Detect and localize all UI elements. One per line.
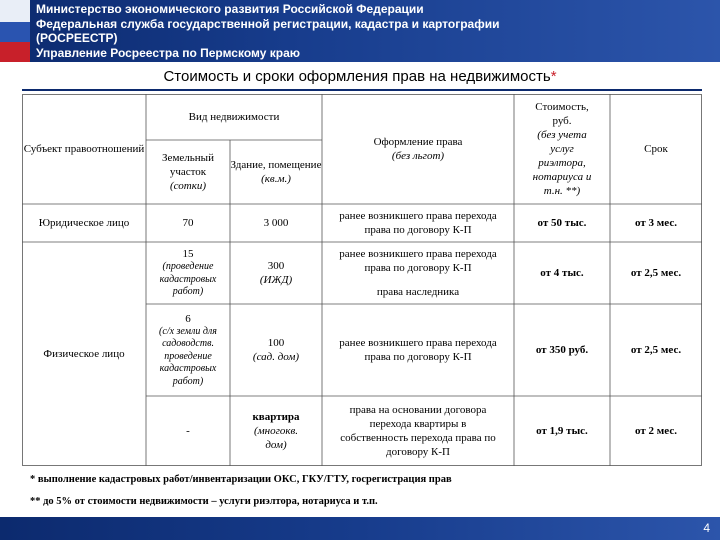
inheritance-note: права наследника bbox=[376, 286, 460, 298]
phys3-building-cell: квартира (многокв. дом) bbox=[252, 411, 300, 451]
subject-header: Субъект правоотношений bbox=[23, 143, 145, 155]
legal-land-cell: 70 bbox=[182, 217, 194, 229]
footer-bar bbox=[0, 517, 720, 540]
phys3-land-cell: - bbox=[186, 425, 190, 437]
phys2-term-cell: от 2,5 мес. bbox=[630, 344, 682, 356]
page-title-text: Стоимость и сроки оформления прав на недвижимость bbox=[163, 68, 551, 85]
phys1-registration-cell: ранее возникшего права перехода права по договору К-П права наследника bbox=[339, 248, 497, 298]
property-type-header: Вид недвижимости bbox=[188, 111, 280, 123]
term-header: Срок bbox=[644, 143, 668, 155]
phys3-registration-cell: права на основании договора перехода квартиры в собственность перехода права по договору К-П bbox=[340, 404, 496, 458]
land-header: Земельный участок (сотки) bbox=[162, 152, 214, 192]
header-banner bbox=[0, 0, 720, 62]
legal-term-cell: от 3 мес. bbox=[635, 217, 677, 229]
phys1-land-cell: 15 (проведение кадастровых работ) bbox=[159, 248, 217, 298]
phys1-cost-cell: от 4 тыс. bbox=[540, 267, 584, 279]
russian-flag-icon bbox=[0, 0, 30, 62]
legal-cost-cell: от 50 тыс. bbox=[537, 217, 587, 229]
title-rule bbox=[22, 89, 702, 91]
registration-header: Оформление права (без льгот) bbox=[373, 136, 463, 162]
page-title bbox=[0, 68, 720, 85]
registration-note: (без льгот) bbox=[391, 150, 445, 162]
footnote-1: * выполнение кадастровых работ/инвентаризации ОКС, ГКУ/ГТУ, госрегистрация прав bbox=[30, 474, 452, 485]
building-unit: (кв.м.) bbox=[261, 173, 291, 185]
footnote-2: ** до 5% от стоимости недвижимости – услуги риэлтора, нотариуса и т.п. bbox=[30, 496, 378, 507]
cost-note: (без учета услуг риэлтора, нотариуса и т.н. **) bbox=[532, 129, 592, 197]
phys2-cost-cell: от 350 руб. bbox=[535, 344, 589, 356]
cost-table bbox=[22, 94, 702, 466]
service-line: Федеральная служба государственной регистрации, кадастра и картографии bbox=[36, 16, 500, 31]
land-unit: (сотки) bbox=[169, 180, 207, 192]
physical-person-cell: Физическое лицо bbox=[43, 348, 125, 360]
phys1-term-cell: от 2,5 мес. bbox=[630, 267, 682, 279]
acronym-line: (РОСРЕЕСТР) bbox=[36, 31, 118, 45]
ministry-line: Министерство экономического развития Российской Федерации bbox=[36, 2, 424, 16]
phys1-building-cell: 300 (ИЖД) bbox=[259, 260, 293, 286]
legal-registration-cell: ранее возникшего права перехода права по договору К-П bbox=[339, 210, 497, 236]
phys2-land-cell: 6 (с/х земли для садоводств. проведение кадастровых работ) bbox=[159, 312, 217, 387]
building-header: Здание, помещение (кв.м.) bbox=[230, 159, 322, 185]
department-line: Управление Росреестра по Пермскому краю bbox=[36, 45, 300, 60]
phys3-term-cell: от 2 мес. bbox=[635, 425, 677, 437]
page-number: 4 bbox=[703, 521, 710, 535]
title-asterisk: * bbox=[550, 68, 557, 85]
legal-entity-cell: Юридическое лицо bbox=[38, 217, 130, 229]
cost-header: Стоимость, руб. (без учета услуг риэлтора, нотариуса и т.н. **) bbox=[514, 94, 610, 204]
phys3-cost-cell: от 1,9 тыс. bbox=[536, 425, 588, 437]
phys2-building-cell: 100 (сад. дом) bbox=[252, 337, 300, 363]
legal-building-cell: 3 000 bbox=[263, 217, 289, 229]
phys2-registration-cell: ранее возникшего права перехода права по договору К-П bbox=[339, 337, 497, 363]
